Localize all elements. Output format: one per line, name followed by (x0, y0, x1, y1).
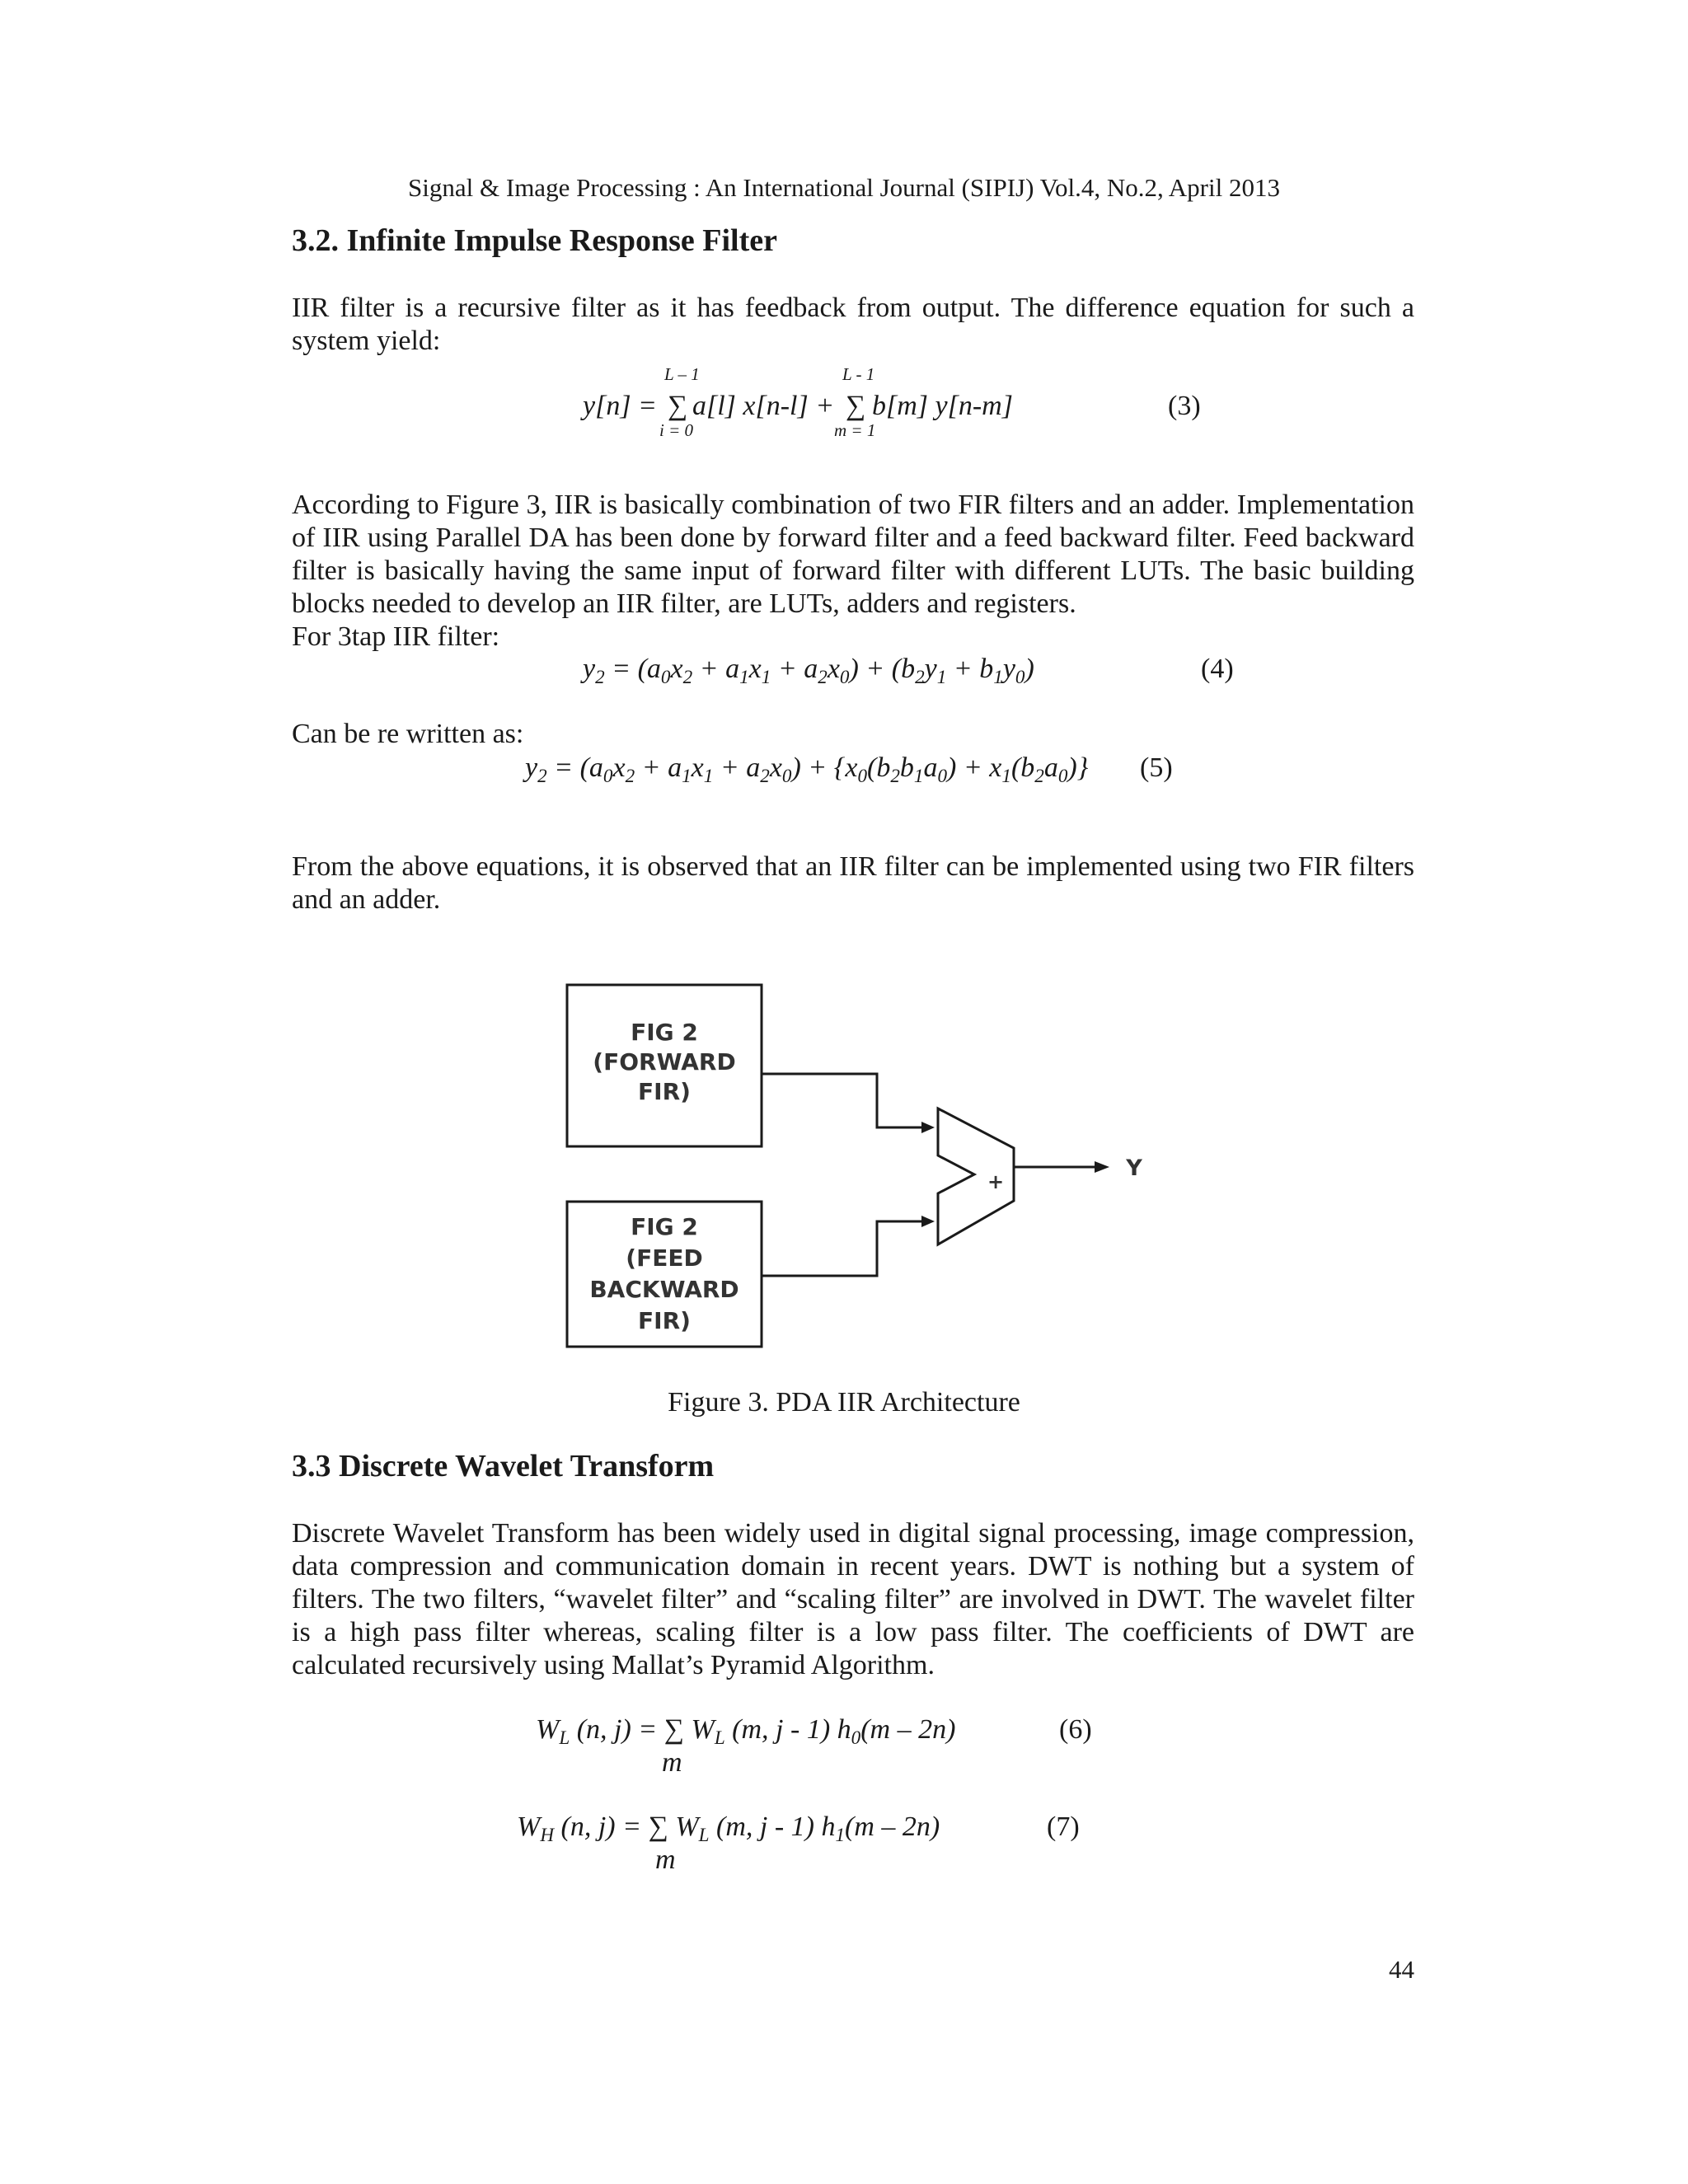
eq4-number: (4) (1201, 654, 1234, 684)
output-label: Y (1126, 1155, 1142, 1181)
figure-3-caption: Figure 3. PDA IIR Architecture (668, 1387, 1020, 1418)
eq3-number: (3) (1168, 391, 1201, 421)
equation-6: $W_L$ (n, j) = ∑ $W_L$ (m, j - 1) $h_0(m - 2n)$ (536, 1714, 956, 1749)
backward-connection-line (762, 1221, 923, 1276)
eq5-number: (5) (1140, 752, 1173, 783)
forward-box-line-2: (FORWARD (593, 1048, 736, 1076)
dwt-paragraph: Discrete Wavelet Transform has been widely used in digital signal processing, image compression, data compression and communication domain in recent years. DWT is nothing but a system of filters. The two filters, “wavelet filter” and “scaling filter” are involved in DWT. The wavelet filter is a high pass filter whereas, scaling filter is a low pass filter. The coefficients of DWT are calculated recursively using Mallat’s Pyramid Algorithm. (292, 1518, 1414, 1680)
sigma-icon: ∑ (846, 391, 866, 421)
backward-box-line-4: FIR) (638, 1307, 691, 1334)
eq7-number: (7) (1047, 1811, 1080, 1842)
equation-7: $W_H$ (n, j) = ∑ $W_L$ (m, j - 1) $h_1(m - 2n)$ (517, 1811, 940, 1846)
eq6-number: (6) (1059, 1714, 1092, 1745)
running-header: Signal & Image Processing : An International Journal (SIPIJ) Vol.4, No.2, April 2013 (408, 173, 1280, 202)
eq3-term2: b[m] y[n-m] (872, 391, 1013, 421)
eq3-sum1-lower: i = 0 (659, 420, 694, 440)
figure-3-diagram (544, 972, 1170, 1360)
backward-box-line-3: BACKWARD (589, 1276, 739, 1303)
forward-box-line-1: FIG 2 (631, 1019, 698, 1046)
iir-architecture-paragraph: According to Figure 3, IIR is basically combination of two FIR filters and an adder. Implementation of IIR using Parallel DA has been done by forward filter and a feed backward filter. Feed backward filter is basically having the same input of forward filter with different LUTs. The basic building blocks needed to develop an IIR filter, are LUTs, adders and registers. (292, 490, 1414, 619)
adder-plus-symbol: + (987, 1170, 1005, 1193)
page-number: 44 (1389, 1955, 1414, 1984)
forward-fir-block (567, 985, 762, 1146)
eq3-sum2-upper: L - 1 (842, 364, 875, 384)
conclusion-paragraph: From the above equations, it is observed that an IIR filter can be implemented using two FIR filters and an adder. (292, 851, 1414, 915)
arrowhead-icon (921, 1216, 935, 1227)
eq3-term1: a[l] x[n-l] + (692, 391, 835, 421)
backward-box-line-1: FIG 2 (631, 1213, 698, 1240)
arrowhead-icon (1095, 1161, 1109, 1173)
rewrite-label: Can be re written as: (292, 719, 524, 749)
backward-box-line-2: (FEED (626, 1244, 703, 1272)
section-3-3-heading: 3.3 Discrete Wavelet Transform (292, 1449, 715, 1483)
eq3-sum2-lower: m = 1 (834, 420, 876, 440)
feed-backward-fir-block (567, 1202, 762, 1347)
sigma-icon: ∑ (668, 391, 688, 421)
eq3-sum1-upper: L – 1 (664, 364, 700, 384)
forward-connection-line (762, 1074, 923, 1127)
forward-box-line-3: FIR) (638, 1078, 691, 1105)
eq3-lhs: y[n] = (583, 391, 657, 421)
section-3-2-heading: 3.2. Infinite Impulse Response Filter (292, 223, 777, 258)
arrowhead-icon (921, 1122, 935, 1133)
equation-5: $y_2 = (a_0x_2 + a_1x_1 + a_2x_0) + \{x_0(b_2b_1a_0) + x_1(b_2a_0)\}$ (525, 752, 1089, 787)
eq7-sum-index: m (655, 1844, 676, 1875)
iir-intro-paragraph: IIR filter is a recursive filter as it has feedback from output. The difference equation for such a system yield: (292, 293, 1414, 356)
equation-4: $y_2 = (a_0x_2 + a_1x_1 + a_2x_0) + (b_2y_1 + b_1y_0)$ (583, 654, 1034, 688)
three-tap-label: For 3tap IIR filter: (292, 621, 500, 652)
eq6-sum-index: m (662, 1747, 682, 1778)
